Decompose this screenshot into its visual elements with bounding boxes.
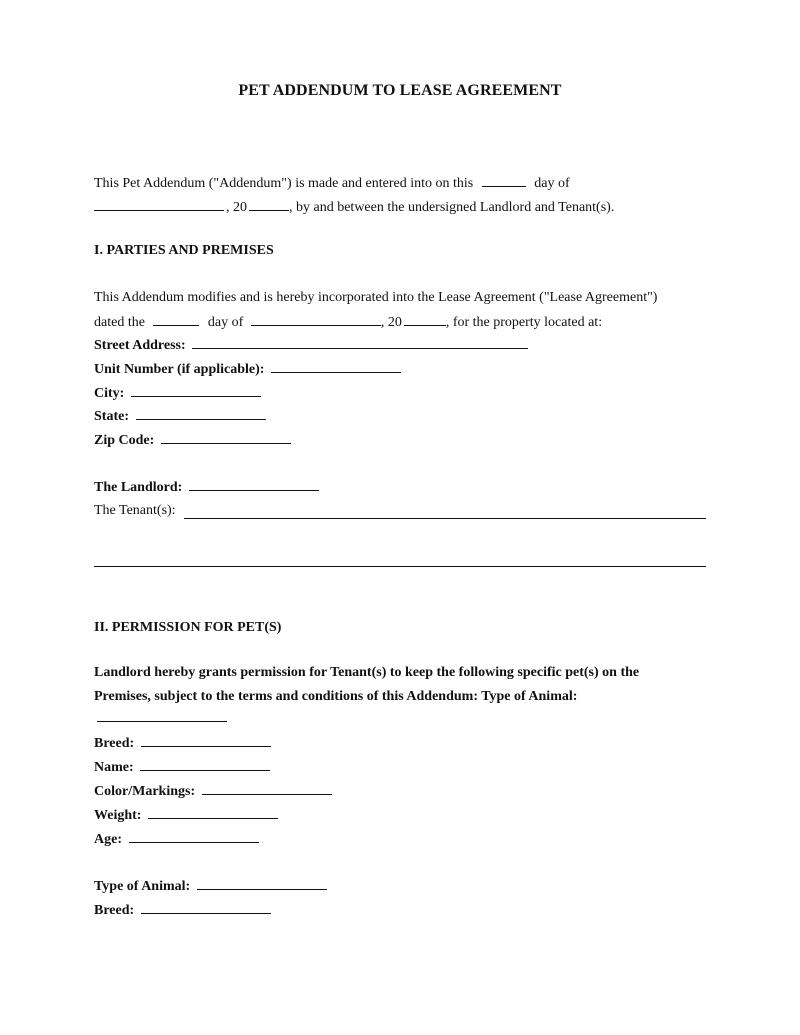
lease-day-of-text: day of: [207, 315, 244, 330]
landlord-field[interactable]: [189, 478, 319, 491]
intro-rest-text: , by and between the undersigned Landlord and Tenant(s).: [289, 200, 615, 215]
animal-type-field[interactable]: [97, 721, 227, 722]
landlord-label: The Landlord:: [94, 480, 183, 495]
tenant-row: [94, 502, 176, 520]
state-field[interactable]: [136, 407, 266, 420]
landlord-row: [94, 478, 319, 497]
zip-label: Zip Code:: [94, 433, 155, 448]
day-blank[interactable]: [482, 174, 526, 187]
year-blank[interactable]: [249, 198, 289, 211]
street-label: Street Address:: [94, 338, 186, 353]
street-row: [94, 336, 528, 355]
permission-paragraph-line-2: Premises, subject to the terms and conditions of this Addendum: Type of Animal:: [94, 689, 578, 704]
section-heading-permission: II. PERMISSION FOR PET(S): [94, 620, 282, 635]
city-field[interactable]: [131, 384, 261, 397]
zip-row: [94, 431, 291, 450]
breed-2-field[interactable]: [141, 901, 271, 914]
animal-type-2-label: Type of Animal:: [94, 879, 191, 894]
breed-field[interactable]: [141, 734, 271, 747]
city-row: [94, 384, 261, 403]
tenant-label: The Tenant(s):: [94, 503, 176, 518]
day-of-text: day of: [534, 176, 570, 191]
state-label: State:: [94, 409, 129, 424]
month-blank[interactable]: [94, 198, 224, 211]
tenant-field[interactable]: [184, 518, 706, 519]
color-field[interactable]: [202, 782, 332, 795]
intro-line-2: [94, 198, 614, 217]
breed-row: [94, 734, 271, 753]
name-field[interactable]: [140, 758, 270, 771]
located-text: , for the property located at:: [445, 315, 603, 330]
animal-type-2-field[interactable]: [197, 877, 327, 890]
breed-2-row: [94, 901, 271, 920]
name-label: Name:: [94, 760, 134, 775]
city-label: City:: [94, 386, 125, 401]
name-row: [94, 758, 270, 777]
unit-row: [94, 360, 401, 379]
color-row: [94, 782, 332, 801]
intro-line-1: [94, 174, 570, 193]
weight-field[interactable]: [148, 806, 278, 819]
tenant-field-continued[interactable]: [94, 566, 706, 567]
state-row: [94, 407, 266, 426]
animal-type-2-row: [94, 877, 327, 896]
section1-paragraph: This Addendum modifies and is hereby incorporated into the Lease Agreement ("Lease Agreement"): [94, 290, 658, 305]
permission-paragraph-line-1: Landlord hereby grants permission for Tenant(s) to keep the following specific pet(s) on the: [94, 665, 640, 680]
weight-row: [94, 806, 278, 825]
weight-label: Weight:: [94, 808, 142, 823]
section-heading-parties: I. PARTIES AND PREMISES: [94, 243, 274, 258]
age-label: Age:: [94, 832, 122, 847]
dated-the-text: dated the: [94, 315, 145, 330]
intro-text: This Pet Addendum ("Addendum") is made and entered into on this: [94, 176, 474, 191]
dated-line: [94, 313, 602, 332]
lease-year-blank[interactable]: [404, 313, 446, 326]
unit-label: Unit Number (if applicable):: [94, 362, 265, 377]
age-row: [94, 830, 259, 849]
lease-year-prefix: , 20: [380, 315, 402, 330]
breed-label: Breed:: [94, 736, 135, 751]
lease-day-blank[interactable]: [153, 313, 199, 326]
year-prefix: , 20: [226, 200, 247, 215]
breed-2-label: Breed:: [94, 903, 135, 918]
color-label: Color/Markings:: [94, 784, 196, 799]
document-title: PET ADDENDUM TO LEASE AGREEMENT: [238, 82, 562, 99]
street-field[interactable]: [192, 336, 528, 349]
lease-month-blank[interactable]: [251, 313, 381, 326]
zip-field[interactable]: [161, 431, 291, 444]
age-field[interactable]: [129, 830, 259, 843]
unit-field[interactable]: [271, 360, 401, 373]
